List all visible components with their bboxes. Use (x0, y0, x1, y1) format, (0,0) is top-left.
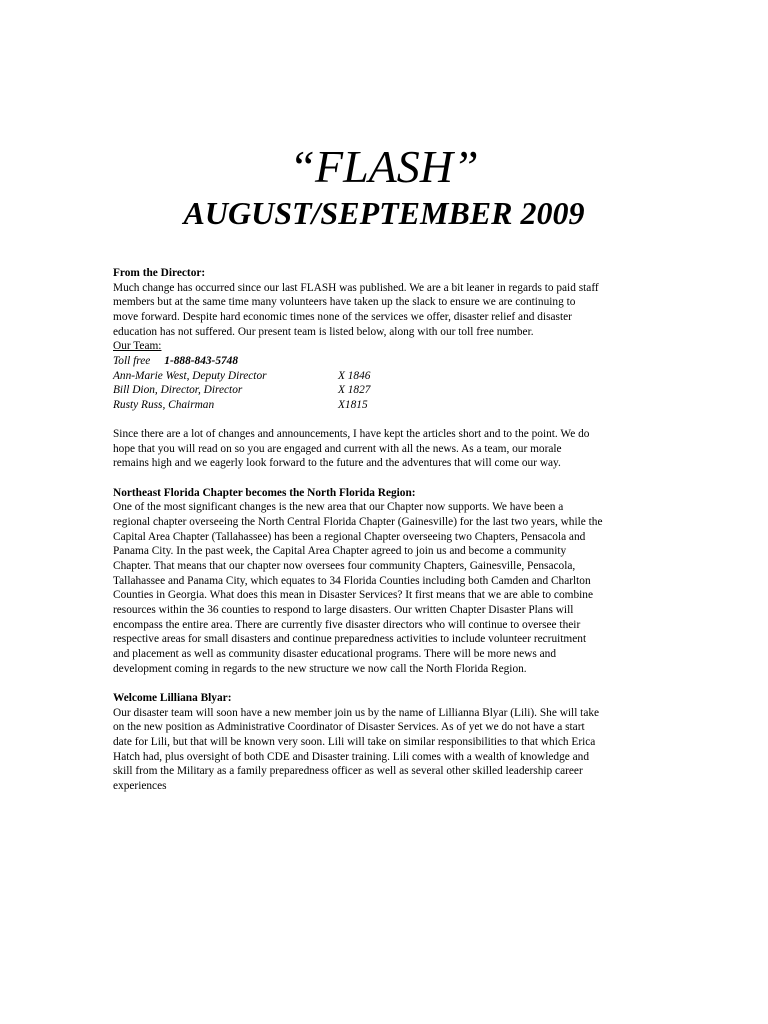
toll-free-number: 1-888-843-5748 (164, 354, 239, 367)
welcome-paragraph-line: experiences (113, 779, 167, 792)
welcome-paragraph-line: Hatch had, plus oversight of both CDE and Disaster training. Lili comes with a wealth of knowledge and (113, 750, 590, 763)
region-paragraph-line: and placement as well as community disaster educational programs. There will be more news and (113, 647, 557, 660)
director-paragraph-line: members but at the same time many volunteers have taken up the slack to ensure we are continuing to (113, 296, 576, 309)
team-member-row (113, 369, 661, 384)
team-member-row (113, 383, 661, 398)
welcome-paragraph-line: skill from the Military as a family preparedness officer as well as several other skilled leadership career (113, 765, 583, 778)
team-member-row (113, 398, 661, 413)
team-member-name: Bill Dion, Director, Director (113, 384, 243, 397)
region-paragraph-line: respective areas for small disasters and continue preparedness activities to include volunteer recruitment (113, 633, 587, 646)
spacer (113, 413, 661, 428)
director-closing-line: hope that you will read on so you are engaged and current with all the news. As a team, our morale (113, 442, 562, 455)
director-paragraph-line: Much change has occurred since our last FLASH was published. We are a bit leaner in regards to paid staff (113, 281, 599, 294)
toll-free-row (113, 354, 661, 369)
region-heading: Northeast Florida Chapter becomes the North Florida Region: (113, 486, 416, 499)
welcome-heading: Welcome Lilliana Blyar: (113, 691, 232, 704)
toll-free-label: Toll free (113, 354, 151, 367)
region-paragraph-line: Chapter. That means that our chapter now oversees four community Chapters, Gainesville, Pensacola, (113, 560, 576, 573)
team-member-extension: X1815 (338, 398, 368, 411)
welcome-paragraph-line: on the new position as Administrative Coordinator of Disaster Services. As of yet we do not have a start (113, 721, 585, 734)
region-paragraph-line: Tallahassee and Panama City, which equates to 34 Florida Counties including both Camden and Charlton (113, 574, 591, 587)
spacer (113, 471, 661, 486)
team-member-extension: X 1827 (338, 384, 371, 397)
region-paragraph-line: Counties in Georgia. What does this mean in Disaster Services? It first means that we are able to combine (113, 589, 593, 602)
region-paragraph-line: development coming in regards to the new structure we now call the North Florida Region. (113, 662, 527, 675)
welcome-paragraph-line: date for Lili, but that will be known very soon. Lili will take on similar responsibilities to that which Erica (113, 735, 596, 748)
team-label: Our Team: (113, 340, 162, 353)
team-member-name: Rusty Russ, Chairman (113, 398, 215, 411)
team-member-name: Ann-Marie West, Deputy Director (113, 369, 267, 382)
newsletter-body (113, 266, 661, 794)
director-closing-line: remains high and we eagerly look forward to the future and the adventures that will come our way. (113, 457, 561, 470)
spacer (113, 676, 661, 691)
region-paragraph-line: resources within the 36 counties to respond to large disasters. Our written Chapter Disaster Plans will (113, 604, 574, 616)
region-paragraph-line: Capital Area Chapter (Tallahassee) has been a regional Chapter overseeing two Chapters, Pensacola and (113, 530, 586, 543)
director-heading: From the Director: (113, 267, 206, 279)
region-paragraph-line: regional chapter overseeing the North Central Florida Chapter (Gainesville) for the last two years, while the (113, 516, 603, 529)
director-closing-line: Since there are a lot of changes and announcements, I have kept the articles short and to the point. We do (113, 428, 590, 441)
director-paragraph-line: education has not suffered. Our present team is listed below, along with our toll free number. (113, 325, 534, 338)
region-paragraph-line: One of the most significant changes is the new area that our Chapter now supports. We have been a (113, 501, 564, 514)
newsletter-date: AUGUST/SEPTEMBER 2009 (183, 195, 585, 231)
welcome-paragraph-line: Our disaster team will soon have a new member join us by the name of Lillianna Blyar (Lili). She will take (113, 706, 600, 719)
director-paragraph-line: move forward. Despite hard economic times none of the services we offer, disaster relief and disaster (113, 310, 572, 323)
region-paragraph-line: Panama City. In the past week, the Capital Area Chapter agreed to join us and become a community (113, 545, 567, 558)
region-paragraph-line: encompass the entire area. There are currently five disaster directors who will continue to oversee their (113, 618, 581, 631)
newsletter-title: “FLASH” (289, 141, 479, 192)
team-member-extension: X 1846 (338, 369, 371, 382)
